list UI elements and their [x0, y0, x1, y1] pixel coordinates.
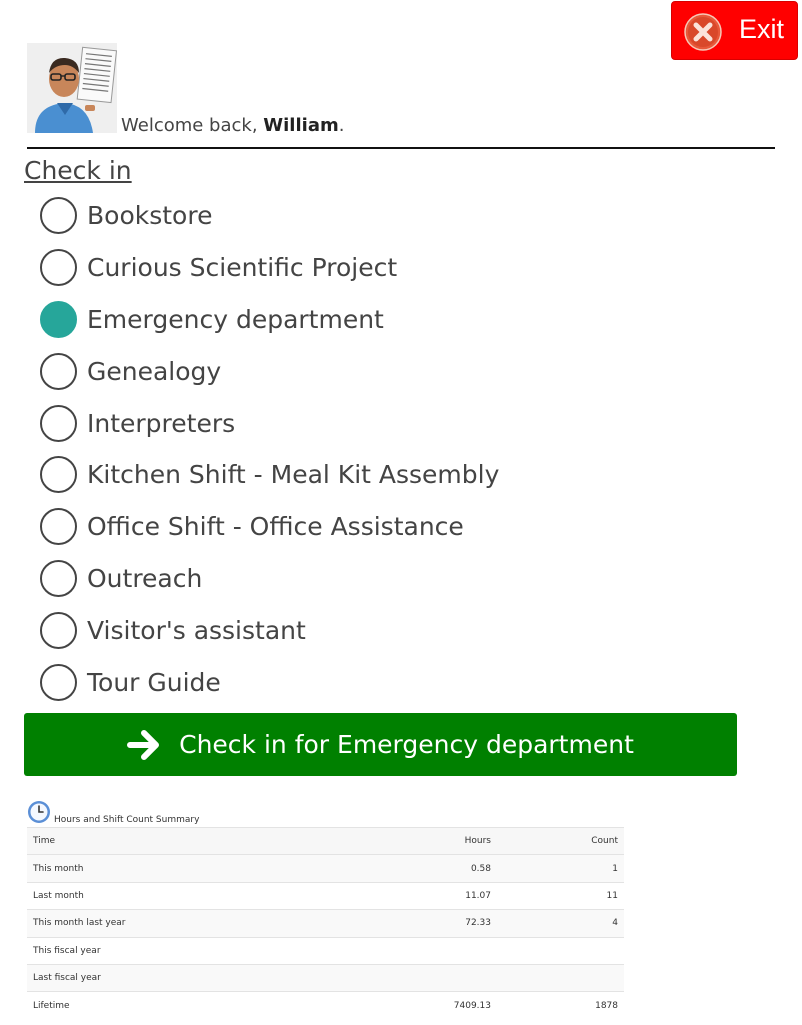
table-header-row — [27, 828, 624, 855]
cell-hours: 7409.13 — [377, 992, 497, 1019]
assignment-options — [40, 190, 740, 708]
cell-hours: 11.07 — [377, 882, 497, 909]
option-label: Interpreters — [87, 408, 236, 438]
table-row — [27, 910, 624, 937]
divider — [27, 147, 775, 149]
option-genealogy[interactable] — [40, 345, 740, 397]
radio-button[interactable] — [40, 197, 77, 234]
cell-time: This month last year — [27, 910, 377, 937]
option-curious-scientific-project[interactable] — [40, 242, 740, 294]
option-label: Tour Guide — [87, 667, 221, 697]
cell-hours: 72.33 — [377, 910, 497, 937]
option-label: Bookstore — [87, 201, 213, 231]
welcome-prefix: Welcome back, — [121, 115, 264, 136]
option-interpreters[interactable] — [40, 397, 740, 449]
radio-button[interactable] — [40, 249, 77, 286]
arrow-right-icon — [127, 727, 163, 763]
option-label: Kitchen Shift - Meal Kit Assembly — [87, 460, 500, 490]
exit-label: Exit — [739, 14, 785, 44]
check-in-button[interactable] — [24, 713, 737, 776]
radio-button[interactable] — [40, 405, 77, 442]
option-label: Genealogy — [87, 356, 222, 386]
table-row — [27, 882, 624, 909]
table-row — [27, 855, 624, 882]
table-row — [27, 992, 624, 1019]
cell-time: Lifetime — [27, 992, 377, 1019]
cell-time: Last fiscal year — [27, 964, 377, 991]
radio-button[interactable] — [40, 301, 77, 338]
clock-icon — [27, 800, 51, 824]
cell-hours — [377, 964, 497, 991]
exit-button[interactable] — [671, 1, 798, 60]
welcome-suffix: . — [338, 115, 345, 136]
column-header-count: Count — [497, 828, 624, 855]
cell-count: 11 — [497, 882, 624, 909]
radio-button[interactable] — [40, 664, 77, 701]
option-label: Curious Scientific Project — [87, 253, 398, 283]
option-emergency-department[interactable] — [40, 294, 740, 346]
welcome-message — [121, 115, 344, 136]
summary-title: Hours and Shift Count Summary — [54, 815, 200, 825]
cell-time: This month — [27, 855, 377, 882]
column-header-hours: Hours — [377, 828, 497, 855]
cell-hours — [377, 937, 497, 964]
table-row — [27, 964, 624, 991]
radio-button[interactable] — [40, 353, 77, 390]
option-label: Office Shift - Office Assistance — [87, 512, 464, 542]
cell-count: 1878 — [497, 992, 624, 1019]
option-visitor-s-assistant[interactable] — [40, 604, 740, 656]
option-kitchen-shift-meal-kit-assembly[interactable] — [40, 449, 740, 501]
cell-count — [497, 964, 624, 991]
summary-table — [27, 827, 624, 1019]
option-office-shift-office-assistance[interactable] — [40, 501, 740, 553]
cell-time: This fiscal year — [27, 937, 377, 964]
radio-button[interactable] — [40, 560, 77, 597]
cell-count: 1 — [497, 855, 624, 882]
radio-button[interactable] — [40, 612, 77, 649]
option-bookstore[interactable] — [40, 190, 740, 242]
close-circle-icon — [684, 13, 722, 51]
avatar — [27, 43, 117, 133]
hours-summary — [27, 799, 624, 1019]
cell-time: Last month — [27, 882, 377, 909]
cell-count — [497, 937, 624, 964]
option-tour-guide[interactable] — [40, 656, 740, 708]
column-header-time: Time — [27, 828, 377, 855]
check-in-button-label: Check in for Emergency department — [179, 730, 634, 759]
option-label: Visitor's assistant — [87, 615, 306, 645]
user-name: William — [263, 115, 339, 136]
radio-button[interactable] — [40, 508, 77, 545]
option-outreach[interactable] — [40, 553, 740, 605]
check-in-heading: Check in — [24, 156, 132, 185]
radio-button[interactable] — [40, 456, 77, 493]
table-row — [27, 937, 624, 964]
option-label: Emergency department — [87, 304, 384, 334]
cell-count: 4 — [497, 910, 624, 937]
option-label: Outreach — [87, 563, 203, 593]
cell-hours: 0.58 — [377, 855, 497, 882]
